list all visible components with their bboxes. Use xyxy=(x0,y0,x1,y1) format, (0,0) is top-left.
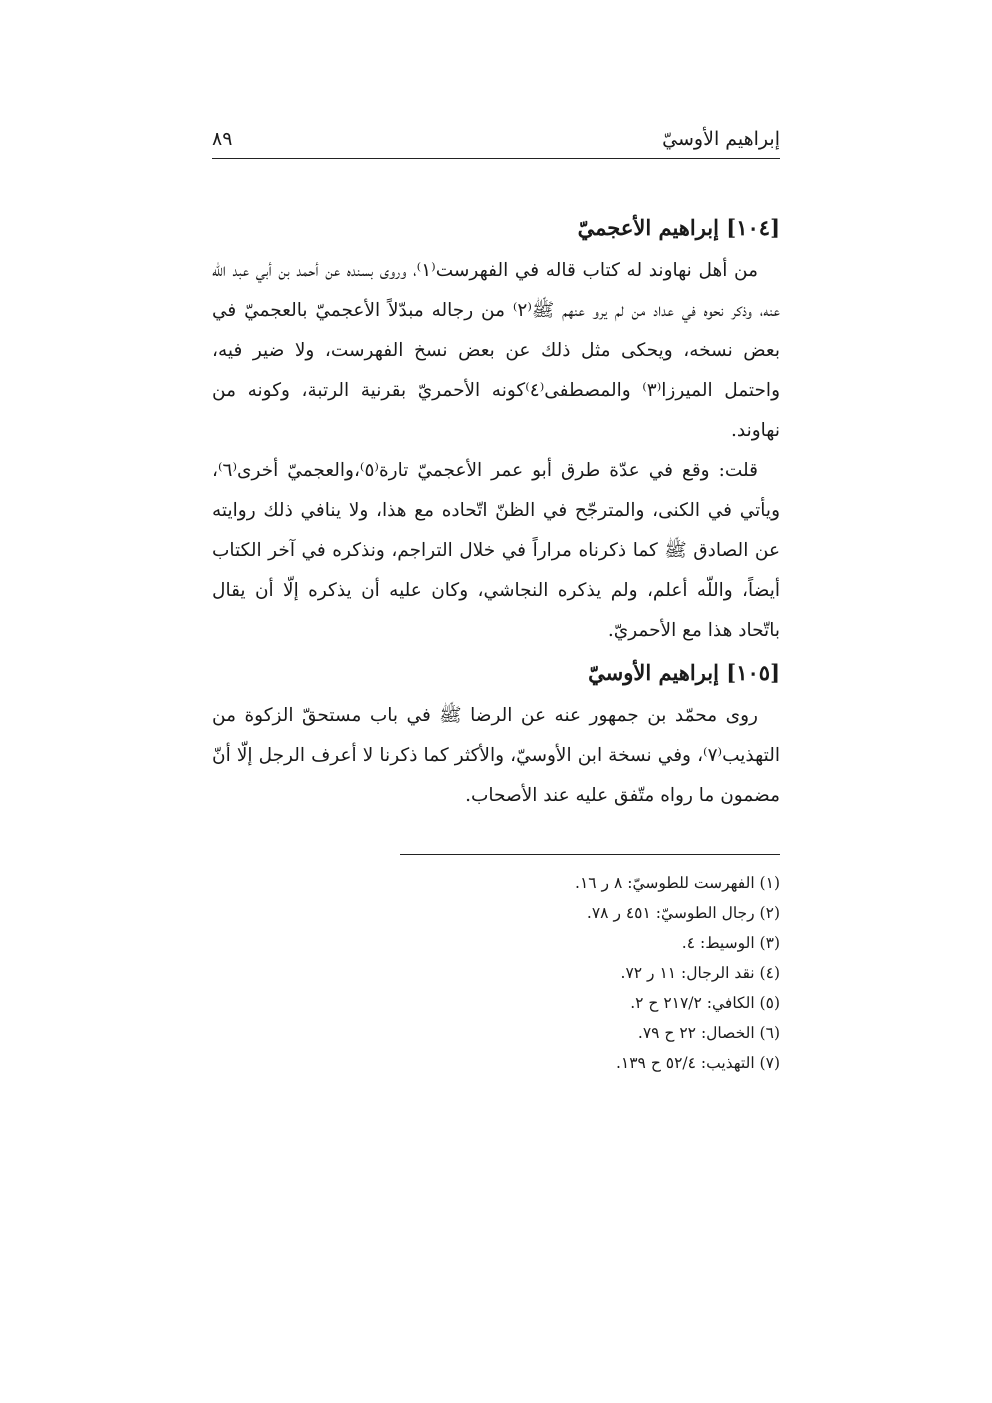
footnote: (١) الفهرست للطوسيّ: ٨ ر ١٦. xyxy=(575,874,780,892)
entry-heading: [١٠٥] إبراهيم الأوسيّ xyxy=(588,660,780,685)
footnote: (٥) الكافي: ٢١٧/٢ ح ٢. xyxy=(630,994,780,1012)
footnotes xyxy=(575,868,780,1078)
running-header xyxy=(212,124,780,159)
footnote: (٢) رجال الطوسيّ: ٤٥١ ر ٧٨. xyxy=(586,904,780,922)
footnote: (٣) الوسيط: ٤. xyxy=(681,934,780,952)
footnote-separator xyxy=(400,854,780,855)
page-number: ٨٩ xyxy=(212,128,233,150)
paragraph: روى محمّد بن جمهور عنه عن الرضا ﷺ في باب مستحقّ الزكوة من التهذيب⁽٧⁾، وفي نسخة ابن الأوسيّ، والأكثر كما ذكرنا لا أعرف الرجل إلّا أنّ مضمون ما رواه متّفق عليه عند الأصحاب. xyxy=(212,705,780,806)
footnote: (٦) الخصال: ٢٢ ح ٧٩. xyxy=(637,1024,780,1042)
paragraph: قلت: وقع في عدّة طرق أبو عمر الأعجميّ تارة⁽٥⁾،والعجميّ أخرى⁽٦⁾، ويأتي في الكنى، والمترجّح في الظنّ اتّحاده مع هذا، ولا ينافي ذلك روايته عن الصادق ﷺ كما ذكرناه مراراً في خلال التراجم، ونذكره في آخر الكتاب أيضاً، واللّه أعلم، ولم يذكره النجاشي، وكان عليه أن يذكره إلّا أن يقال باتّحاد هذا مع الأحمريّ. xyxy=(212,460,780,641)
entry-104 xyxy=(212,213,780,651)
footnote: (٤) نقد الرجال: ١١ ر ٧٢. xyxy=(620,964,780,982)
running-title: إبراهيم الأوسيّ xyxy=(662,128,780,150)
footnote: (٧) التهذيب: ٥٢/٤ ح ١٣٩. xyxy=(615,1054,780,1072)
entry-105 xyxy=(212,658,780,816)
entry-heading: [١٠٤] إبراهيم الأعجميّ xyxy=(577,215,780,240)
paragraph: من أهل نهاوند له كتاب قاله في الفهرست⁽١⁾، وروى بسنده عن أحمد بن أبي عبد اللّه عنه، وذكر نحوه في عداد من لم يرو عنهم ﷺ⁽٢⁾ من رجاله مبدّلاً الأعجميّ بالعجميّ في بعض نسخه، ويحكى مثل ذلك عن بعض نسخ الفهرست، ولا ضير فيه، واحتمل الميرزا⁽٣⁾ والمصطفى⁽٤⁾كونه الأحمريّ بقرنية الرتبة، وكونه من نهاوند. xyxy=(212,260,781,441)
